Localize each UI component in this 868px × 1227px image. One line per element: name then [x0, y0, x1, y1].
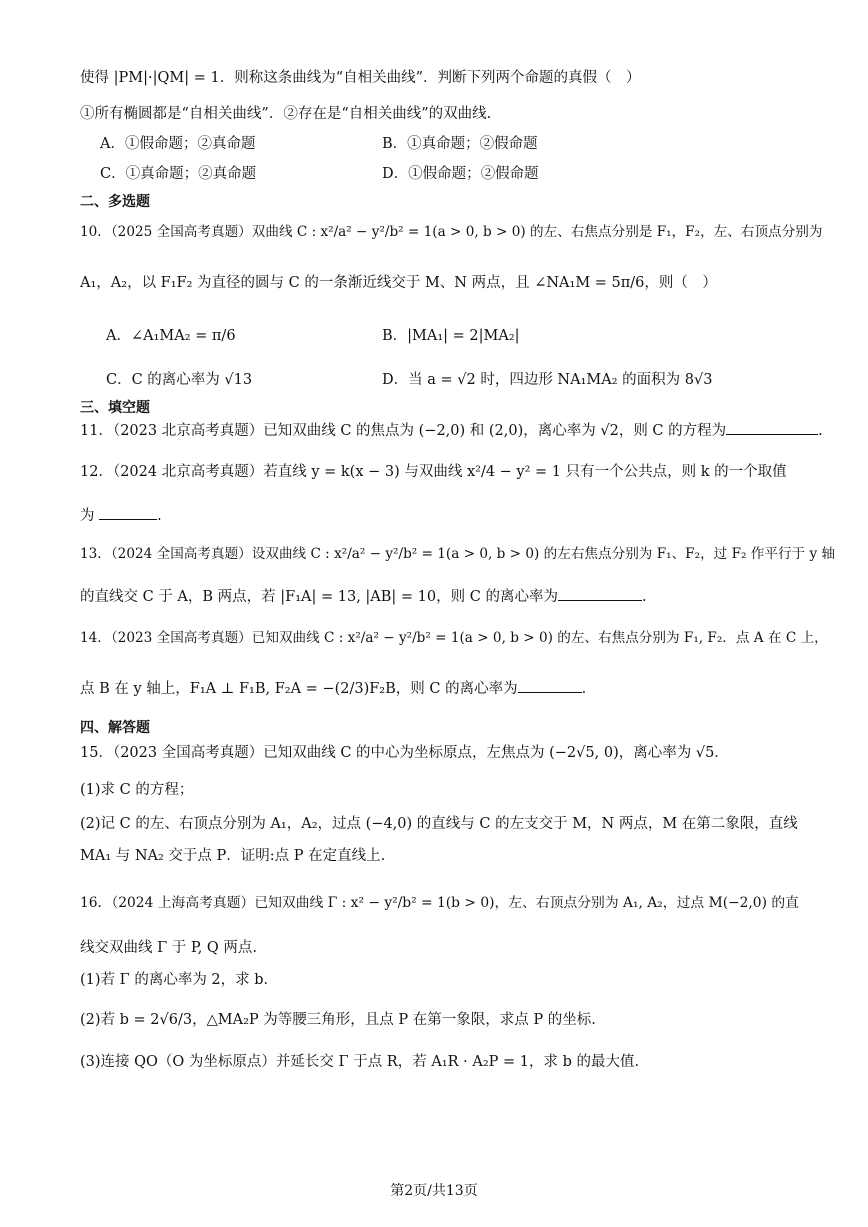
section-heading-solutions: 四、解答题 [80, 720, 150, 736]
q10-option-b: B．|MA₁| = 2|MA₂| [382, 328, 520, 344]
q9-line2: ①所有椭圆都是“自相关曲线”．②存在是“自相关曲线”的双曲线. [80, 106, 492, 122]
q11-line: 11．（2023 北京高考真题）已知双曲线 C 的焦点为 (−2,0) 和 (2,0)，离心率为 √2，则 C 的方程为 . [80, 420, 808, 441]
q9-line1: 使得 |PM|·|QM| = 1．则称这条曲线为“自相关曲线”．判断下列两个命题的真假（ ） [80, 70, 641, 86]
q12-line1: 12．（2024 北京高考真题）若直线 y = k(x − 3) 与双曲线 x²/4 − y² = 1 只有一个公共点，则 k 的一个取值 [80, 464, 787, 480]
q16-line3: (1)若 Γ 的离心率为 2，求 b． [80, 972, 279, 988]
q16-line4: (2)若 b = 2√6/3，△MA₂P 为等腰三角形，且点 P 在第一象限，求点 P 的坐标. [80, 1012, 596, 1028]
q10-line1: 10．（2025 全国高考真题）双曲线 C : x²/a² − y²/b² = 1(a > 0, b > 0) 的左、右焦点分别是 F₁，F₂，左、右顶点分别为 [80, 224, 823, 240]
q15-line3: (2)记 C 的左、右顶点分别为 A₁，A₂，过点 (−4,0) 的直线与 C 的左支交于 M，N 两点，M 在第二象限，直线 [80, 816, 798, 832]
q14-answer-blank[interactable] [518, 678, 582, 693]
q10-option-c: C．C 的离心率为 √13 [106, 372, 253, 388]
q10-line2: A₁，A₂，以 F₁F₂ 为直径的圆与 C 的一条渐近线交于 M、N 两点，且 ∠NA₁M = 5π/6，则（ ） [80, 275, 717, 291]
q15-line4: MA₁ 与 NA₂ 交于点 P．证明:点 P 在定直线上. [80, 848, 386, 864]
q12-text-end: 为 [80, 508, 95, 524]
q16-line1: 16．（2024 上海高考真题）已知双曲线 Γ : x² − y²/b² = 1(b > 0)，左、右顶点分别为 A₁, A₂，过点 M(−2,0) 的直 [80, 895, 799, 911]
q15-line1: 15．（2023 全国高考真题）已知双曲线 C 的中心为坐标原点，左焦点为 (−2√5, 0)，离心率为 √5． [80, 745, 729, 761]
section-heading-fill-in: 三、填空题 [80, 400, 150, 416]
q13-answer-blank[interactable] [558, 586, 642, 601]
q13-line1: 13．（2024 全国高考真题）设双曲线 C : x²/a² − y²/b² = 1(a > 0, b > 0) 的左右焦点分别为 F₁、F₂，过 F₂ 作平行于 y 轴 [80, 546, 836, 562]
q10-option-d: D．当 a = √2 时，四边形 NA₁MA₂ 的面积为 8√3 [382, 372, 713, 388]
q14-line1: 14．（2023 全国高考真题）已知双曲线 C : x²/a² − y²/b² = 1(a > 0, b > 0) 的左、右焦点分别为 F₁, F₂．点 A 在 C 上， [80, 630, 828, 646]
q11-text: 11．（2023 北京高考真题）已知双曲线 C 的焦点为 (−2,0) 和 (2,0)，离心率为 √2，则 C 的方程为 [80, 423, 727, 439]
q9-option-c: C．①真命题；②真命题 [100, 166, 257, 182]
section-heading-multiple-choice: 二、多选题 [80, 194, 150, 210]
page-number-footer: 第2页/共13页 [390, 1183, 478, 1199]
q15-line2: (1)求 C 的方程； [80, 782, 194, 798]
q11-answer-blank[interactable] [726, 420, 818, 435]
q13-text-end: 的直线交 C 于 A，B 两点，若 |F₁A| = 13, |AB| = 10，则 C 的离心率为 [80, 589, 558, 605]
q9-option-b: B．①真命题；②假命题 [382, 136, 538, 152]
q16-line2: 线交双曲线 Γ 于 P, Q 两点. [80, 940, 258, 956]
q9-option-a: A．①假命题；②真命题 [100, 136, 256, 152]
q9-option-d: D．①假命题；②假命题 [382, 166, 539, 182]
q12-answer-blank[interactable] [99, 505, 157, 520]
q13-line2: 的直线交 C 于 A，B 两点，若 |F₁A| = 13, |AB| = 10，则 C 的离心率为 . [80, 586, 808, 607]
q14-text-end: 点 B 在 y 轴上，F₁A ⊥ F₁B, F₂A = −(2/3)F₂B，则 C 的离心率为 [80, 681, 518, 697]
q14-line2: 点 B 在 y 轴上，F₁A ⊥ F₁B, F₂A = −(2/3)F₂B，则 C 的离心率为 . [80, 678, 808, 699]
q10-option-a: A．∠A₁MA₂ = π/6 [106, 328, 236, 344]
q16-line5: (3)连接 QO（O 为坐标原点）并延长交 Γ 于点 R，若 A₁R · A₂P = 1，求 b 的最大值. [80, 1054, 640, 1070]
q12-line2: 为 . [80, 505, 808, 526]
